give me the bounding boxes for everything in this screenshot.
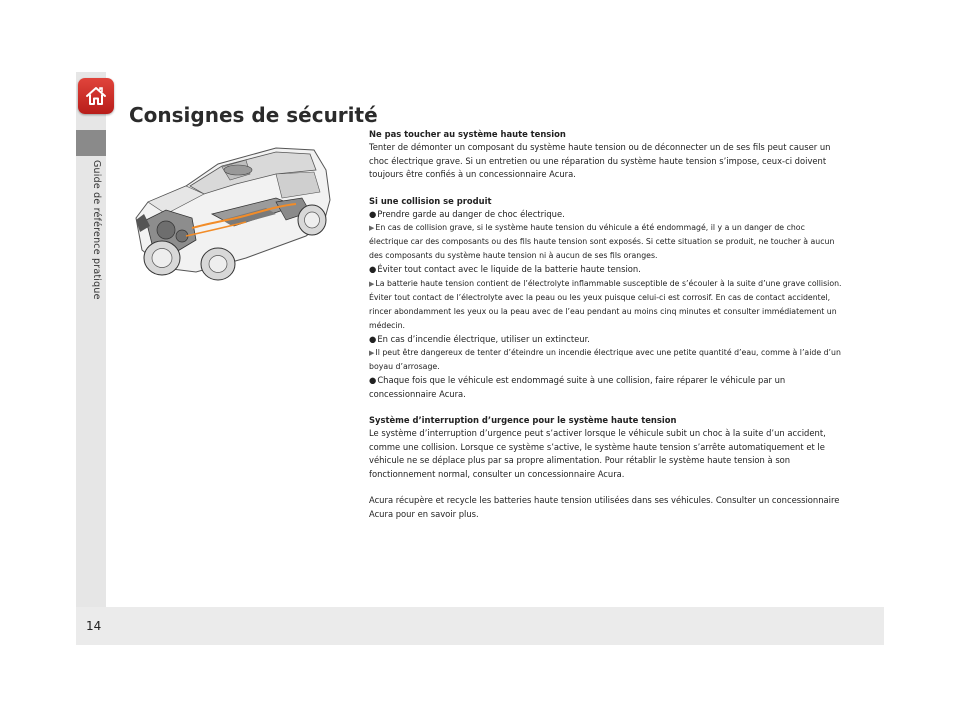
bullet-icon: ●: [369, 209, 377, 220]
sidebar-section-label[interactable]: Guide de référence pratique: [91, 160, 102, 300]
section-body-emergency-shutoff: Le système d’interruption d’urgence peut s’activer lorsque le véhicule subit un choc à la suite d’un accident, comme une collision. Lorsque ce système s’active, le système haute tension s’arrête automatiquement et le véhicule ne se déplace plus par sa propre alimentation. Pour rétablir le système haute tension à son fonctionnement normal, consulter un concessionnaire Acura.: [369, 428, 826, 479]
page-title: Consignes de sécurité: [129, 103, 378, 127]
bullet-item-shock: Prendre garde au danger de choc électrique.: [377, 209, 565, 220]
note-shock: En cas de collision grave, si le système haute tension du véhicule a été endommagé, il y a un danger de choc électrique car des composants ou des fils haute tension sont exposés. Si cette situation se produit, ne toucher à aucun des composants du système haute tension ni à aucun de ses fils oranges.: [369, 223, 835, 261]
car-high-voltage-illustration: [126, 140, 348, 290]
arrow-icon: ▶: [369, 224, 375, 233]
arrow-icon: ▶: [369, 349, 375, 358]
bullet-item-fire: En cas d’incendie électrique, utiliser un extincteur.: [377, 333, 590, 344]
page-number: 14: [86, 619, 102, 633]
bullet-icon: ●: [369, 264, 377, 275]
section-body-high-voltage: Tenter de démonter un composant du système haute tension ou de déconnecter un de ses fils peut causer un choc électrique grave. Si un entretien ou une réparation du système haute tension s’impose, ceux-ci doivent toujours être confiés à un concessionnaire Acura.: [369, 142, 831, 180]
sidebar-tab-marker: [76, 130, 106, 156]
home-button[interactable]: [78, 78, 114, 114]
bullet-icon: ●: [369, 333, 377, 344]
closing-paragraph: Acura récupère et recycle les batteries haute tension utilisées dans ses véhicules. Consulter un concessionnaire Acura pour en savoir plus.: [369, 495, 840, 519]
arrow-icon: ▶: [369, 279, 375, 288]
bullet-icon: ●: [369, 375, 377, 386]
bullet-item-battery-fluid: Éviter tout contact avec le liquide de la batterie haute tension.: [377, 264, 641, 275]
section-heading-emergency-shutoff: Système d’interruption d’urgence pour le système haute tension: [369, 415, 677, 426]
section-heading-high-voltage: Ne pas toucher au système haute tension: [369, 129, 566, 139]
home-icon: [84, 84, 108, 108]
section-heading-collision: Si une collision se produit: [369, 195, 492, 206]
bullet-item-repair: Chaque fois que le véhicule est endommagé suite à une collision, faire réparer le véhicule par un concessionnaire Acura.: [369, 375, 786, 399]
note-fire: Il peut être dangereux de tenter d’éteindre un incendie électrique avec une petite quantité d’eau, comme à l’aide d’un boyau d’arrosage.: [369, 348, 841, 372]
note-battery-fluid: La batterie haute tension contient de l’électrolyte inflammable susceptible de s’écouler à la suite d’une grave collision. Éviter tout contact de l’électrolyte avec la peau ou les yeux puisque celui-ci est corrosif. En cas de contact accidentel, rincer abondamment les yeux ou la peau avec de l’eau pendant au moins cinq minutes et consulter immédiatement un médecin.: [369, 278, 842, 330]
safety-content: [369, 128, 843, 521]
